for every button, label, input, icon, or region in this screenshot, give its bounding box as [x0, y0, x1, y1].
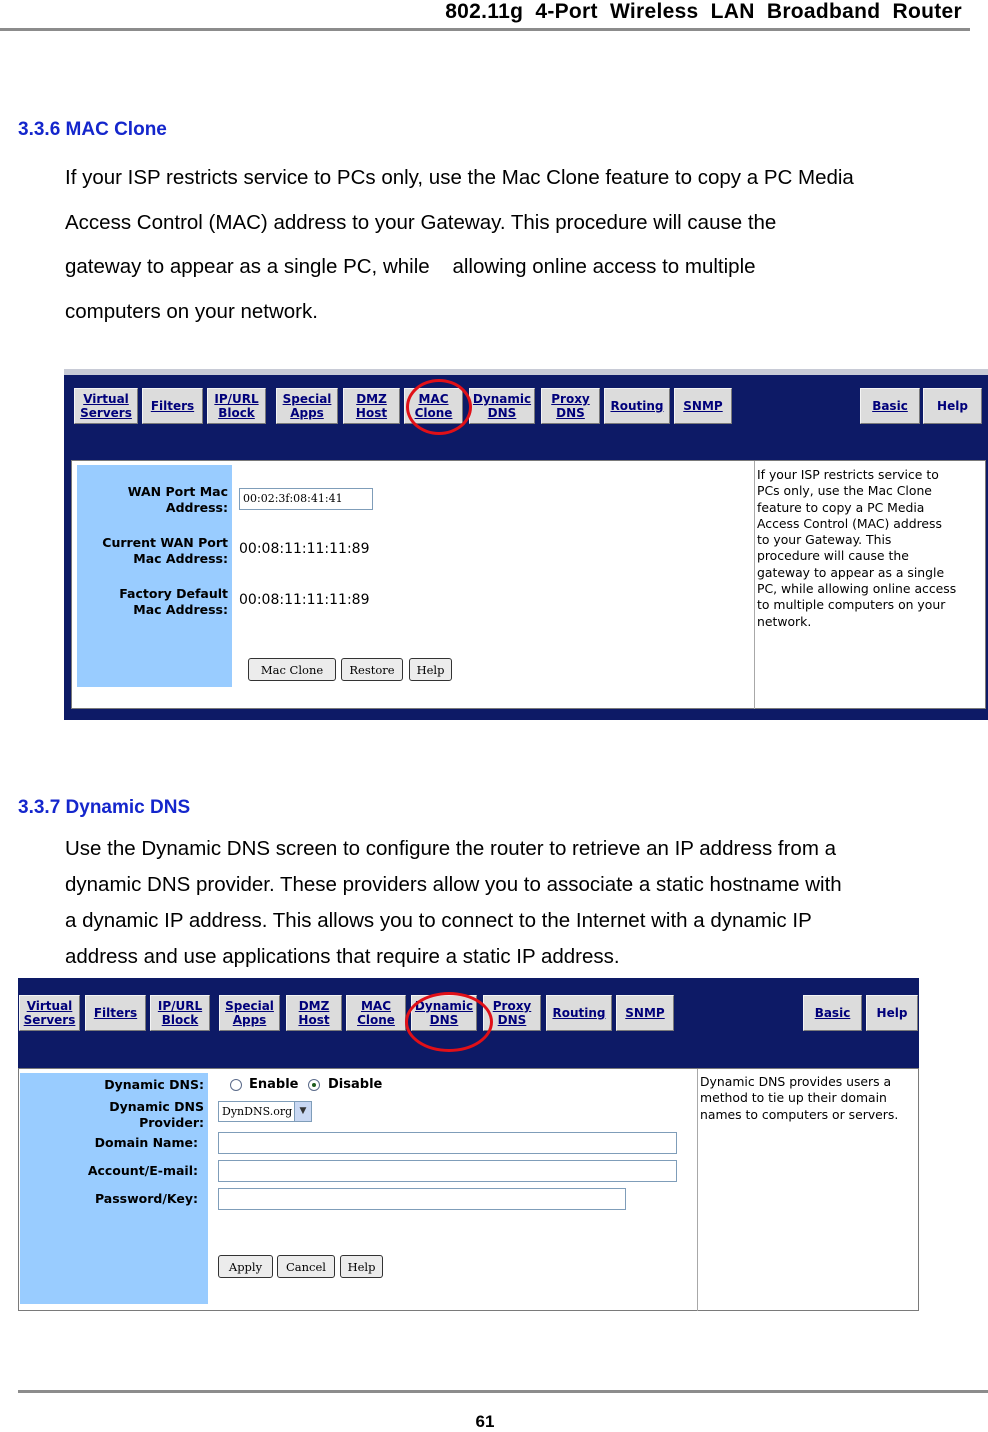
tab-special-apps[interactable]: Special Apps [276, 388, 338, 424]
cancel-button[interactable]: Cancel [277, 1255, 335, 1278]
tab-special-apps[interactable]: Special Apps [219, 995, 280, 1031]
tab-filters[interactable]: Filters [85, 995, 146, 1031]
tab-proxy-dns[interactable]: Proxy DNS [541, 388, 600, 424]
chevron-down-icon: ▼ [294, 1102, 311, 1121]
tab-proxy-dns[interactable]: Proxy DNS [483, 995, 541, 1031]
tab-ip-url-block[interactable]: IP/URL Block [207, 388, 266, 424]
dynamic-dns-paragraph [65, 831, 975, 975]
domain-name-label: Domain Name: [94, 1135, 198, 1150]
tab-snmp[interactable]: SNMP [674, 388, 732, 424]
tab-ip-url-block[interactable]: IP/URL Block [150, 995, 210, 1031]
paragraph-line: computers on your network. [65, 299, 318, 323]
current-wan-mac-label: Current WAN Port Mac Address: [102, 535, 228, 566]
factory-default-mac-value: 00:08:11:11:11:89 [239, 592, 370, 608]
tab-mac-clone[interactable]: MAC Clone [404, 388, 463, 424]
tab-snmp[interactable]: SNMP [616, 995, 674, 1031]
apply-button[interactable]: Apply [218, 1255, 273, 1278]
tab-dynamic-dns[interactable]: Dynamic DNS [469, 388, 535, 424]
tab-mac-clone[interactable]: MAC Clone [346, 995, 406, 1031]
tab-dmz-host[interactable]: DMZ Host [343, 388, 400, 424]
section-title-mac-clone: 3.3.6 MAC Clone [18, 119, 167, 140]
paragraph-line: Access Control (MAC) address to your Gateway. This procedure will cause the [65, 210, 777, 234]
help-text: If your ISP restricts service to PCs only, use the Mac Clone feature to copy a PC Media Access Control (MAC) address to your Gateway. This procedure will cause the gateway to appear as a single PC, while allowing online access to multiple computers on your network. [757, 467, 957, 629]
tab-routing[interactable]: Routing [546, 995, 612, 1031]
restore-button[interactable]: Restore [341, 658, 403, 681]
dynamic-dns-label: Dynamic DNS: [104, 1077, 204, 1092]
provider-select[interactable]: DynDNS.org ▼ [218, 1101, 312, 1122]
wan-port-mac-label: WAN Port Mac Address: [127, 484, 228, 515]
paragraph-line: address and use applications that require a static IP address. [65, 945, 620, 968]
enable-radio[interactable] [230, 1079, 242, 1091]
panel-divider [754, 461, 755, 709]
footer-rule [18, 1390, 988, 1393]
window-edge [64, 369, 988, 375]
highlight-circle [406, 379, 472, 435]
header-rule [0, 28, 970, 31]
document-header: 802.11g 4-Port Wireless LAN Broadband Router [445, 0, 962, 23]
paragraph-line: gateway to appear as a single PC, while allowing online access to multiple [65, 255, 756, 278]
section-title-dynamic-dns: 3.3.7 Dynamic DNS [18, 797, 191, 818]
tab-routing[interactable]: Routing [604, 388, 670, 424]
tab-help[interactable]: Help [866, 995, 918, 1031]
help-button[interactable]: Help [340, 1255, 383, 1278]
mac-clone-screenshot [64, 369, 988, 720]
password-key-input[interactable] [218, 1188, 626, 1210]
page-number: 61 [475, 1412, 495, 1431]
mac-clone-paragraph [65, 156, 975, 334]
disable-label: Disable [328, 1077, 383, 1092]
paragraph-line: dynamic DNS provider. These providers allow you to associate a static hostname with [65, 873, 842, 896]
tab-basic[interactable]: Basic [803, 995, 862, 1031]
paragraph-line: Use the Dynamic DNS screen to configure the router to retrieve an IP address from a [65, 837, 837, 860]
account-email-label: Account/E-mail: [87, 1163, 198, 1178]
tab-basic[interactable]: Basic [860, 388, 920, 424]
domain-name-input[interactable] [218, 1132, 677, 1154]
tab-virtual-servers[interactable]: Virtual Servers [19, 995, 80, 1031]
highlight-circle [405, 992, 493, 1052]
mac-clone-panel [71, 460, 986, 709]
factory-default-mac-label: Factory Default Mac Address: [119, 586, 228, 617]
tab-virtual-servers[interactable]: Virtual Servers [74, 388, 138, 424]
tab-dmz-host[interactable]: DMZ Host [286, 995, 342, 1031]
account-email-input[interactable] [218, 1160, 677, 1182]
dynamic-dns-panel [18, 1068, 919, 1311]
tab-filters[interactable]: Filters [142, 388, 203, 424]
tab-dynamic-dns[interactable]: Dynamic DNS [411, 995, 477, 1031]
enable-label: Enable [249, 1077, 299, 1092]
tab-help[interactable]: Help [923, 388, 982, 424]
password-key-label: Password/Key: [94, 1191, 198, 1206]
wan-port-mac-input[interactable]: 00:02:3f:08:41:41 [239, 488, 373, 510]
provider-label: Dynamic DNS Provider: [109, 1099, 204, 1130]
help-button[interactable]: Help [409, 658, 452, 681]
mac-clone-button[interactable]: Mac Clone [248, 658, 336, 681]
disable-radio[interactable] [308, 1079, 320, 1091]
current-wan-mac-value: 00:08:11:11:11:89 [239, 541, 370, 557]
help-text: Dynamic DNS provides users a method to tie up their domain names to computers or servers. [700, 1074, 899, 1122]
dynamic-dns-screenshot [18, 978, 919, 1311]
paragraph-line: If your ISP restricts service to PCs only, use the Mac Clone feature to copy a PC Media [65, 166, 854, 189]
paragraph-line: a dynamic IP address. This allows you to connect to the Internet with a dynamic IP [65, 909, 812, 932]
panel-divider [697, 1069, 698, 1311]
